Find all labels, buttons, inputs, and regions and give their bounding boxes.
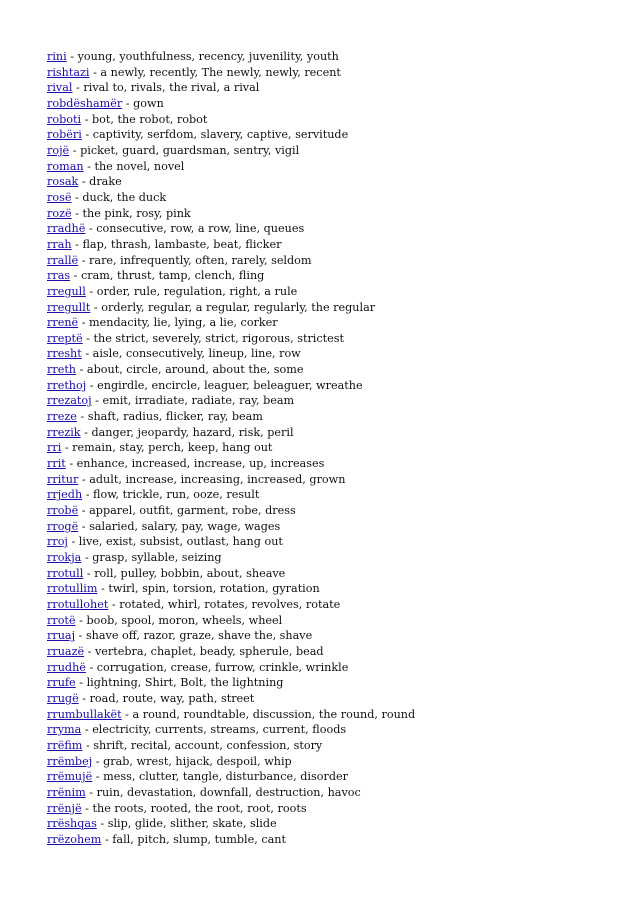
entry-definition: - salaried, salary, pay, wage, wages — [78, 519, 281, 533]
dictionary-entry — [47, 691, 607, 707]
entry-term-link[interactable]: rival — [47, 81, 73, 95]
dictionary-entry — [47, 112, 607, 128]
entry-term-link[interactable]: rrënim — [47, 785, 86, 799]
entry-definition: - ruin, devastation, downfall, destruction, havoc — [85, 785, 361, 799]
entry-term-link[interactable]: rrotullim — [47, 582, 98, 596]
dictionary-entry — [47, 785, 607, 801]
entry-definition: - shaft, radius, flicker, ray, beam — [76, 410, 263, 424]
entry-term-link[interactable]: rrokja — [47, 551, 82, 564]
entry-term-link[interactable]: rrotull — [47, 566, 84, 580]
entry-definition: - mess, clutter, tangle, disturbance, disorder — [92, 770, 348, 784]
entry-definition: - roll, pulley, bobbin, about, sheave — [83, 566, 286, 580]
entry-term-link[interactable]: roboti — [47, 112, 82, 126]
entry-definition: - the pink, rosy, pink — [71, 206, 191, 220]
entry-term-link[interactable]: rini — [47, 50, 67, 63]
dictionary-entry — [47, 237, 607, 253]
entry-term-link[interactable]: rradhë — [47, 222, 86, 236]
dictionary-entry — [47, 425, 607, 441]
dictionary-entry — [47, 378, 607, 394]
dictionary-entry — [47, 409, 607, 425]
entry-definition: - rotated, whirl, rotates, revolves, rotate — [108, 597, 341, 611]
entry-term-link[interactable]: rregullt — [47, 300, 91, 314]
entry-term-link[interactable]: rrëzohem — [47, 832, 102, 846]
entry-definition: - enhance, increased, increase, up, increases — [65, 457, 325, 471]
dictionary-entry — [47, 801, 607, 817]
entry-term-link[interactable]: rrethoj — [47, 378, 87, 392]
entry-definition: - fall, pitch, slump, tumble, cant — [101, 832, 287, 846]
entry-definition: - young, youthfulness, recency, juvenility, youth — [66, 50, 339, 63]
entry-term-link[interactable]: rrah — [47, 237, 72, 251]
entry-definition: - orderly, regular, a regular, regularly, the regular — [90, 300, 376, 314]
dictionary-entry — [47, 174, 607, 190]
entry-definition: - aisle, consecutively, lineup, line, row — [81, 347, 301, 361]
dictionary-entry — [47, 440, 607, 456]
dictionary-entry — [47, 300, 607, 316]
dictionary-entry — [47, 566, 607, 582]
entry-definition: - electricity, currents, streams, current, floods — [81, 723, 347, 737]
entry-definition: - boob, spool, moron, wheels, wheel — [75, 613, 283, 627]
entry-definition: - a newly, recently, The newly, newly, recent — [89, 65, 341, 79]
entry-definition: - twirl, spin, torsion, rotation, gyration — [97, 582, 320, 596]
entry-definition: - lightning, Shirt, Bolt, the lightning — [75, 676, 284, 690]
entry-term-link[interactable]: rruaj — [47, 629, 76, 643]
entry-definition: - apparel, outfit, garment, robe, dress — [78, 504, 296, 518]
entry-term-link[interactable]: rrëmujë — [47, 770, 93, 784]
entry-term-link[interactable]: robdëshamër — [47, 96, 123, 110]
dictionary-entry — [47, 127, 607, 143]
dictionary-entry — [47, 519, 607, 535]
entry-definition: - rare, infrequently, often, rarely, seldom — [78, 253, 312, 267]
entry-term-link[interactable]: rrëshqas — [47, 817, 97, 831]
entry-term-link[interactable]: rreptë — [47, 331, 83, 345]
entry-definition: - duck, the duck — [71, 190, 167, 204]
entry-term-link[interactable]: rrotullohet — [47, 597, 109, 611]
dictionary-entry — [47, 159, 607, 175]
dictionary-entry — [47, 597, 607, 613]
dictionary-entry — [47, 315, 607, 331]
entry-term-link[interactable]: roman — [47, 159, 84, 173]
entry-term-link[interactable]: rozë — [47, 206, 72, 220]
dictionary-entry-list — [47, 49, 607, 847]
entry-term-link[interactable]: rrumbullakët — [47, 707, 122, 721]
entry-term-link[interactable]: rruazë — [47, 644, 85, 658]
dictionary-entry — [47, 675, 607, 691]
entry-term-link[interactable]: rritur — [47, 472, 79, 486]
entry-definition: - shave off, razor, graze, shave the, shave — [75, 629, 313, 643]
dictionary-entry — [47, 96, 607, 112]
entry-term-link[interactable]: rosë — [47, 190, 72, 204]
dictionary-entry — [47, 362, 607, 378]
entry-term-link[interactable]: rreze — [47, 410, 77, 424]
entry-definition: - cram, thrust, tamp, clench, fling — [70, 269, 265, 283]
dictionary-entry — [47, 253, 607, 269]
entry-term-link[interactable]: rrenë — [47, 316, 79, 330]
entry-definition: - live, exist, subsist, outlast, hang out — [67, 535, 283, 549]
entry-definition: - the roots, rooted, the root, root, roots — [81, 801, 307, 815]
dictionary-entry — [47, 456, 607, 472]
entry-definition: - gown — [122, 96, 164, 110]
dictionary-entry — [47, 707, 607, 723]
entry-definition: - engirdle, encircle, leaguer, beleaguer, wreathe — [86, 378, 363, 392]
entry-term-link[interactable]: rrudhë — [47, 660, 86, 674]
entry-term-link[interactable]: rrobë — [47, 504, 79, 518]
entry-term-link[interactable]: rri — [47, 441, 62, 455]
dictionary-entry — [47, 722, 607, 738]
dictionary-entry — [47, 268, 607, 284]
entry-term-link[interactable]: rryma — [47, 723, 82, 737]
entry-definition: - flow, trickle, run, ooze, result — [82, 488, 260, 502]
entry-term-link[interactable]: rrufe — [47, 676, 76, 690]
entry-definition: - grab, wrest, hijack, despoil, whip — [92, 754, 292, 768]
entry-definition: - corrugation, crease, furrow, crinkle, wrinkle — [85, 660, 349, 674]
entry-definition: - the novel, novel — [83, 159, 185, 173]
entry-term-link[interactable]: rregull — [47, 284, 86, 298]
dictionary-entry — [47, 331, 607, 347]
entry-term-link[interactable]: rrallë — [47, 253, 79, 267]
dictionary-entry — [47, 49, 607, 65]
entry-definition: - slip, glide, slither, skate, slide — [96, 817, 277, 831]
entry-term-link[interactable]: rrogë — [47, 519, 79, 533]
entry-definition: - drake — [78, 175, 122, 189]
entry-definition: - flap, thrash, lambaste, beat, flicker — [71, 237, 282, 251]
dictionary-entry — [47, 503, 607, 519]
dictionary-entry — [47, 80, 607, 96]
entry-definition: - bot, the robot, robot — [81, 112, 208, 126]
dictionary-entry — [47, 472, 607, 488]
entry-definition: - emit, irradiate, radiate, ray, beam — [91, 394, 295, 408]
entry-term-link[interactable]: rrjedh — [47, 488, 83, 502]
entry-term-link[interactable]: rrezik — [47, 425, 81, 439]
entry-definition: - captivity, serfdom, slavery, captive, servitude — [81, 128, 349, 142]
entry-term-link[interactable]: rishtazi — [47, 65, 90, 79]
dictionary-entry — [47, 143, 607, 159]
dictionary-entry — [47, 769, 607, 785]
dictionary-entry — [47, 206, 607, 222]
entry-definition: - order, rule, regulation, right, a rule — [85, 284, 298, 298]
dictionary-entry — [47, 393, 607, 409]
entry-definition: - about, circle, around, about the, some — [76, 363, 304, 377]
entry-definition: - a round, roundtable, discussion, the round, round — [121, 707, 416, 721]
entry-term-link[interactable]: rrënjë — [47, 801, 82, 815]
entry-definition: - adult, increase, increasing, increased, grown — [78, 472, 346, 486]
dictionary-entry — [47, 816, 607, 832]
entry-definition: - rival to, rivals, the rival, a rival — [72, 81, 260, 95]
dictionary-entry — [47, 832, 607, 848]
dictionary-entry — [47, 660, 607, 676]
entry-definition: - grasp, syllable, seizing — [81, 551, 222, 564]
dictionary-entry — [47, 550, 607, 566]
entry-definition: - picket, guard, guardsman, sentry, vigil — [69, 143, 300, 157]
entry-definition: - mendacity, lie, lying, a lie, corker — [78, 316, 278, 330]
dictionary-entry — [47, 346, 607, 362]
entry-definition: - consecutive, row, a row, line, queues — [85, 222, 305, 236]
entry-term-link[interactable]: rrezatoj — [47, 394, 92, 408]
dictionary-entry — [47, 644, 607, 660]
entry-term-link[interactable]: rrëfim — [47, 738, 83, 752]
dictionary-entry — [47, 754, 607, 770]
dictionary-entry — [47, 534, 607, 550]
entry-term-link[interactable]: rras — [47, 269, 71, 283]
entry-term-link[interactable]: robëri — [47, 128, 82, 142]
dictionary-entry — [47, 284, 607, 300]
entry-term-link[interactable]: rrotë — [47, 613, 76, 627]
entry-term-link[interactable]: rresht — [47, 347, 82, 361]
dictionary-entry — [47, 738, 607, 754]
entry-term-link[interactable]: rosak — [47, 175, 79, 189]
dictionary-entry — [47, 628, 607, 644]
entry-term-link[interactable]: rrëmbej — [47, 754, 93, 768]
entry-term-link[interactable]: rrit — [47, 457, 66, 471]
entry-definition: - the strict, severely, strict, rigorous, strictest — [82, 331, 344, 345]
entry-definition: - vertebra, chaplet, beady, spherule, bead — [84, 644, 324, 658]
entry-definition: - road, route, way, path, street — [78, 691, 255, 705]
entry-definition: - shrift, recital, account, confession, story — [82, 738, 323, 752]
dictionary-entry — [47, 581, 607, 597]
dictionary-entry — [47, 65, 607, 81]
dictionary-entry — [47, 487, 607, 503]
entry-definition: - remain, stay, perch, keep, hang out — [61, 441, 273, 455]
dictionary-entry — [47, 221, 607, 237]
dictionary-entry — [47, 190, 607, 206]
dictionary-entry — [47, 613, 607, 629]
entry-term-link[interactable]: rrugë — [47, 691, 79, 705]
entry-term-link[interactable]: rojë — [47, 143, 70, 157]
entry-term-link[interactable]: rroj — [47, 535, 68, 549]
entry-definition: - danger, jeopardy, hazard, risk, peril — [80, 425, 294, 439]
entry-term-link[interactable]: rreth — [47, 363, 77, 377]
